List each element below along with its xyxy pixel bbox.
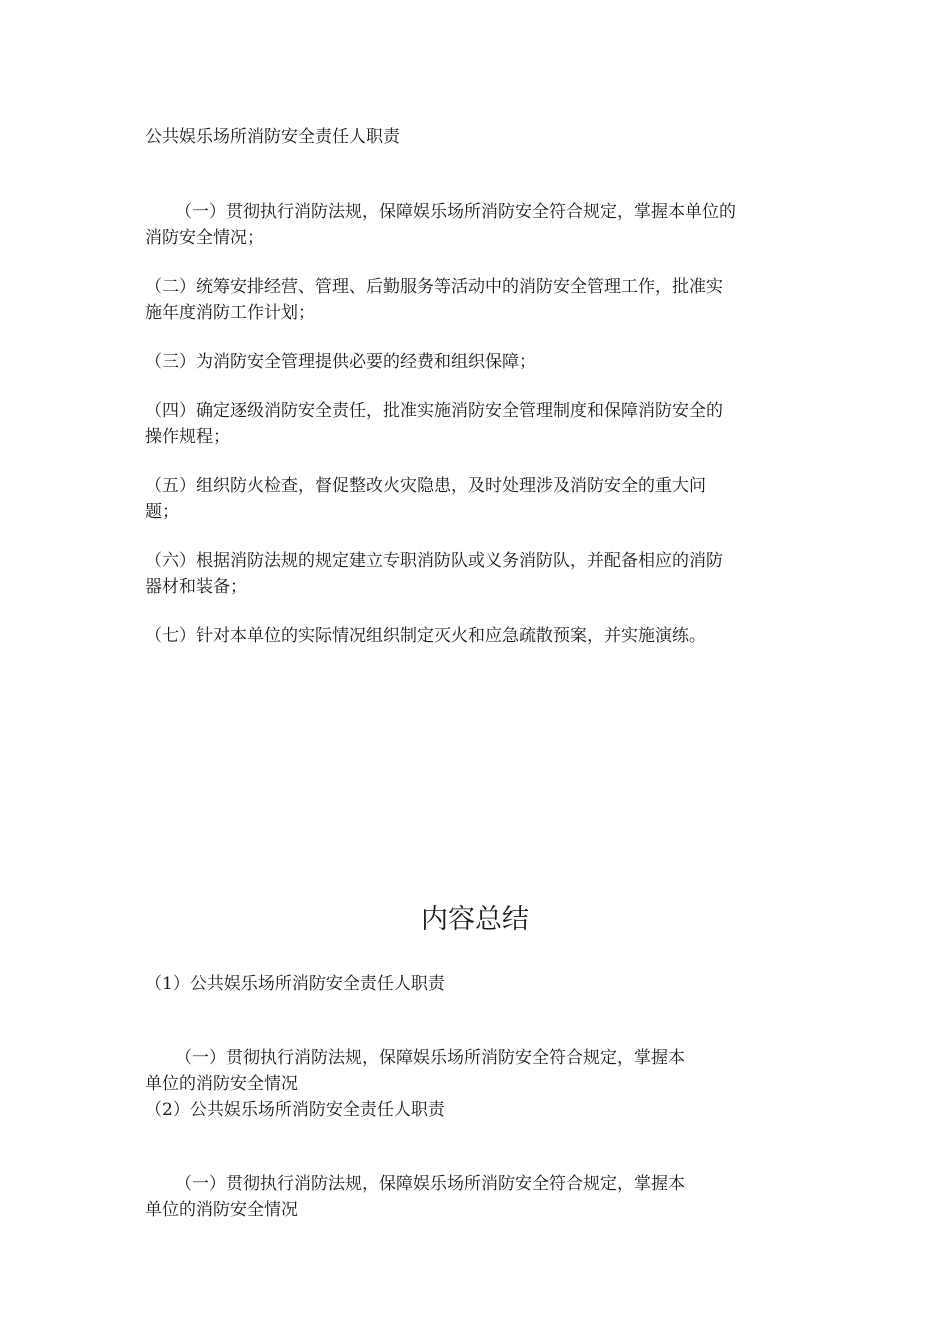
summary-item-2-title: （2）公共娱乐场所消防安全责任人职责: [145, 1100, 445, 1120]
duty-5-line-1: （五）组织防火检查，督促整改火灾隐患，及时处理涉及消防安全的重大问: [145, 476, 706, 496]
duty-6-line-1: （六）根据消防法规的规定建立专职消防队或义务消防队，并配备相应的消防: [145, 551, 723, 571]
summary-item-2-line-2: 单位的消防安全情况: [145, 1200, 298, 1220]
document-title: 公共娱乐场所消防安全责任人职责: [145, 127, 400, 147]
summary-item-2-line-1: （一）贯彻执行消防法规，保障娱乐场所消防安全符合规定，掌握本: [175, 1174, 685, 1194]
duty-6-line-2: 器材和装备；: [145, 577, 247, 597]
duty-5-line-2: 题；: [145, 502, 179, 522]
duty-4-line-1: （四）确定逐级消防安全责任，批准实施消防安全管理制度和保障消防安全的: [145, 401, 723, 421]
duty-2-line-2: 施年度消防工作计划；: [145, 303, 315, 323]
summary-item-1-line-2: 单位的消防安全情况: [145, 1074, 298, 1094]
summary-heading: 内容总结: [421, 904, 529, 935]
summary-item-1-line-1: （一）贯彻执行消防法规，保障娱乐场所消防安全符合规定，掌握本: [175, 1048, 685, 1068]
duty-4-line-2: 操作规程；: [145, 427, 230, 447]
duty-7-line-1: （七）针对本单位的实际情况组织制定灭火和应急疏散预案，并实施演练。: [145, 626, 706, 646]
duty-2-line-1: （二）统筹安排经营、管理、后勤服务等活动中的消防安全管理工作，批准实: [145, 277, 723, 297]
duty-1-line-2: 消防安全情况；: [145, 228, 264, 248]
duty-1-line-1: （一）贯彻执行消防法规，保障娱乐场所消防安全符合规定，掌握本单位的: [175, 202, 736, 222]
duty-3-line-1: （三）为消防安全管理提供必要的经费和组织保障；: [145, 352, 536, 372]
summary-item-1-title: （1）公共娱乐场所消防安全责任人职责: [145, 974, 445, 994]
